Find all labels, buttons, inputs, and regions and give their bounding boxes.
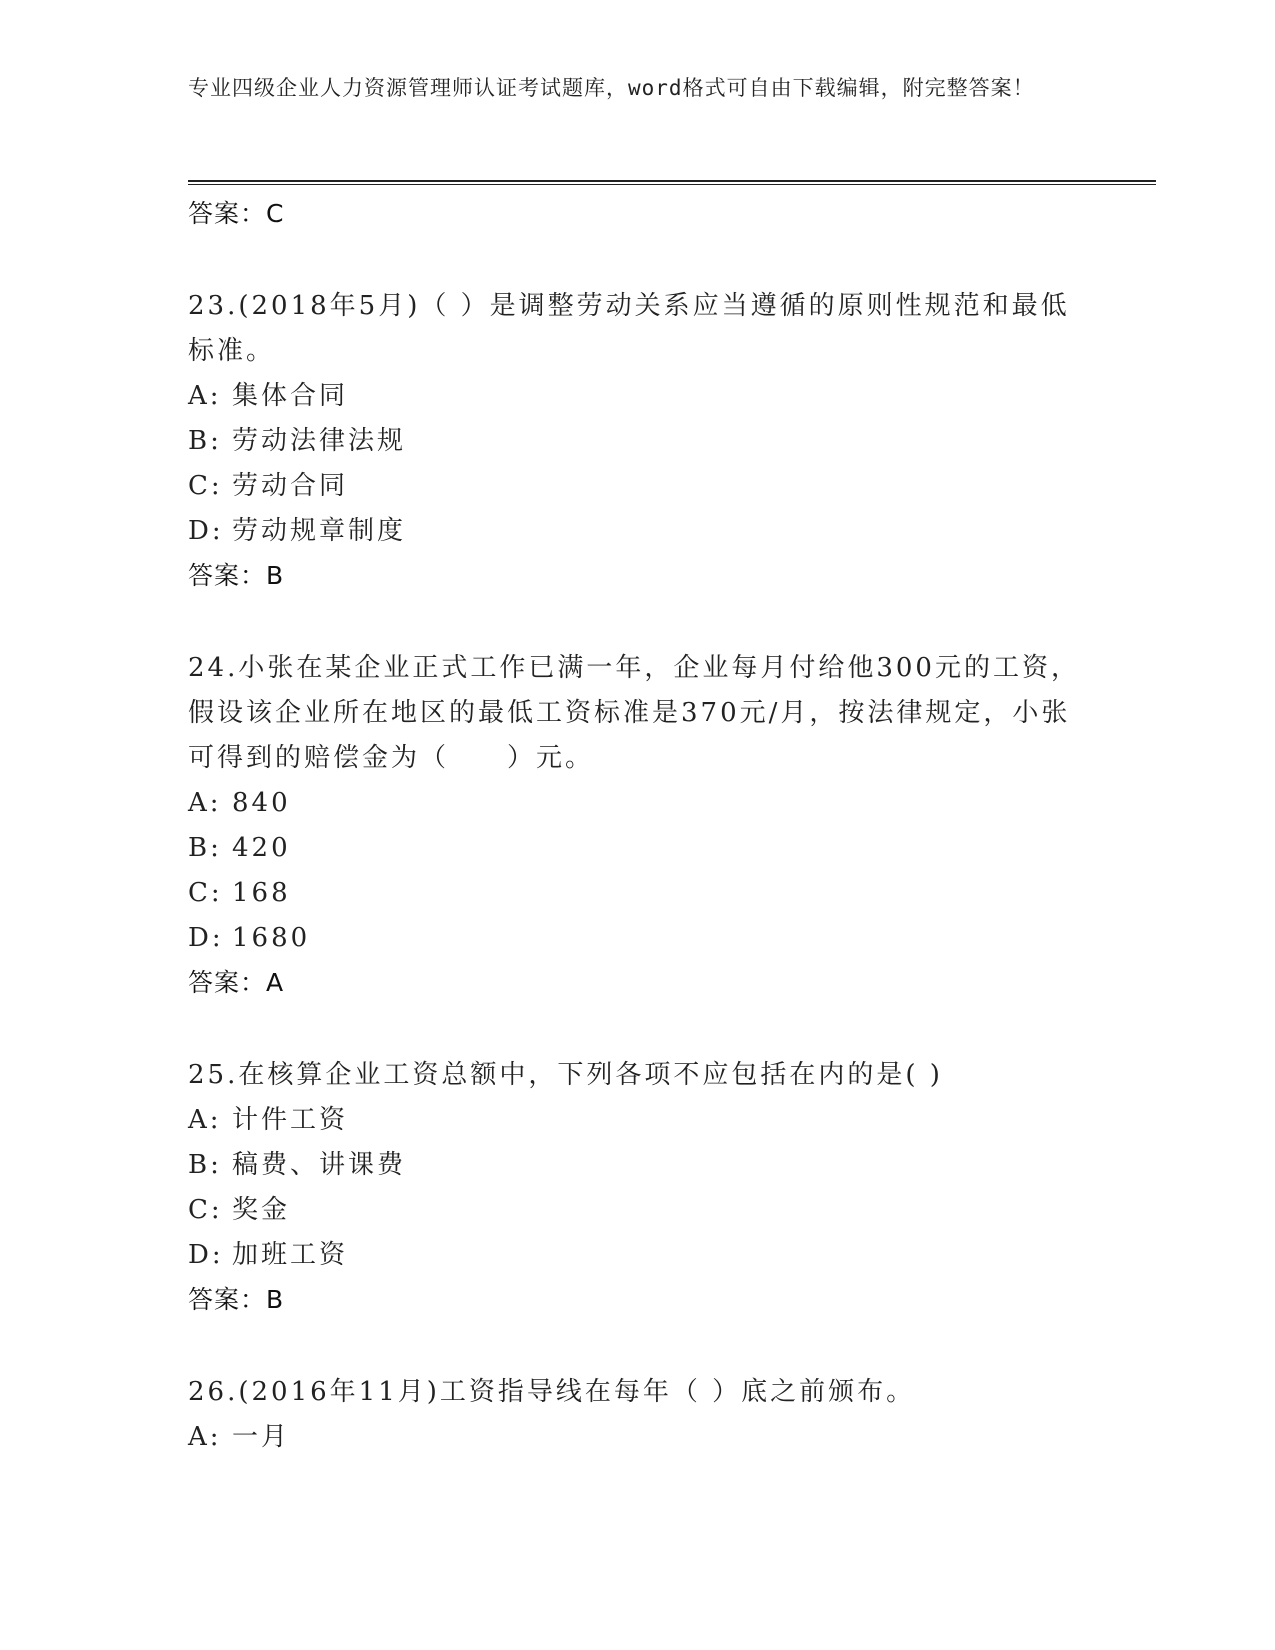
question-block — [188, 1370, 1088, 1460]
spacer — [188, 1005, 1088, 1053]
option-text: 840 — [232, 788, 291, 818]
option-d — [188, 509, 1088, 554]
question-stem: 23.(2018年5月)（ ）是调整劳动关系应当遵循的原则性规范和最低标准。 — [188, 291, 1070, 366]
option-text: 1680 — [232, 923, 311, 953]
option-b — [188, 826, 1088, 871]
option-letter: A: — [188, 1105, 222, 1135]
question-list — [188, 192, 1088, 1460]
option-text: 劳动规章制度 — [232, 516, 407, 546]
option-text: 集体合同 — [232, 381, 349, 411]
spacer — [188, 236, 1088, 284]
option-letter: A: — [188, 381, 222, 411]
option-c — [188, 464, 1088, 509]
spacer — [188, 1322, 1088, 1370]
option-letter: D: — [188, 923, 224, 953]
question-block — [188, 646, 1088, 1053]
question-stem: 26.(2016年11月)工资指导线在每年（ ）底之前颁布。 — [188, 1377, 916, 1407]
option-text: 一月 — [232, 1422, 291, 1452]
option-text: 劳动合同 — [232, 471, 349, 501]
option-text: 劳动法律法规 — [232, 426, 407, 456]
option-letter: B: — [188, 833, 222, 863]
option-letter: B: — [188, 1150, 222, 1180]
option-letter: D: — [188, 516, 224, 546]
option-letter: A: — [188, 788, 222, 818]
option-b — [188, 1143, 1088, 1188]
option-letter: C: — [188, 878, 223, 908]
option-letter: B: — [188, 426, 222, 456]
option-letter: D: — [188, 1240, 224, 1270]
answer-line: 答案：B — [188, 1285, 285, 1314]
answer-line: 答案：A — [188, 968, 285, 997]
answer-line: 答案：C — [188, 199, 285, 228]
option-a — [188, 781, 1088, 826]
option-text: 稿费、讲课费 — [232, 1150, 407, 1180]
option-text: 奖金 — [232, 1195, 291, 1225]
option-a — [188, 1098, 1088, 1143]
option-text: 加班工资 — [232, 1240, 349, 1270]
option-a — [188, 1415, 1088, 1460]
header-divider-thick — [188, 180, 1156, 182]
question-block — [188, 1053, 1088, 1370]
question-block — [188, 284, 1088, 646]
answer-line: 答案：B — [188, 561, 285, 590]
option-a — [188, 374, 1088, 419]
option-c — [188, 1188, 1088, 1233]
option-text: 420 — [232, 833, 291, 863]
header-divider-thin — [188, 184, 1156, 185]
option-b — [188, 419, 1088, 464]
option-letter: C: — [188, 471, 223, 501]
question-stem: 25.在核算企业工资总额中，下列各项不应包括在内的是( ) — [188, 1060, 943, 1090]
option-text: 计件工资 — [232, 1105, 349, 1135]
option-text: 168 — [232, 878, 291, 908]
option-letter: A: — [188, 1422, 222, 1452]
option-letter: C: — [188, 1195, 223, 1225]
question-stem: 24.小张在某企业正式工作已满一年，企业每月付给他300元的工资，假设该企业所在地区的最低工资标准是370元/月，按法律规定，小张可得到的赔偿金为（ ）元。 — [188, 653, 1080, 773]
spacer — [188, 598, 1088, 646]
option-d — [188, 1233, 1088, 1278]
option-c — [188, 871, 1088, 916]
page-header: 专业四级企业人力资源管理师认证考试题库，word格式可自由下载编辑，附完整答案！ — [188, 76, 1035, 100]
option-d — [188, 916, 1088, 961]
